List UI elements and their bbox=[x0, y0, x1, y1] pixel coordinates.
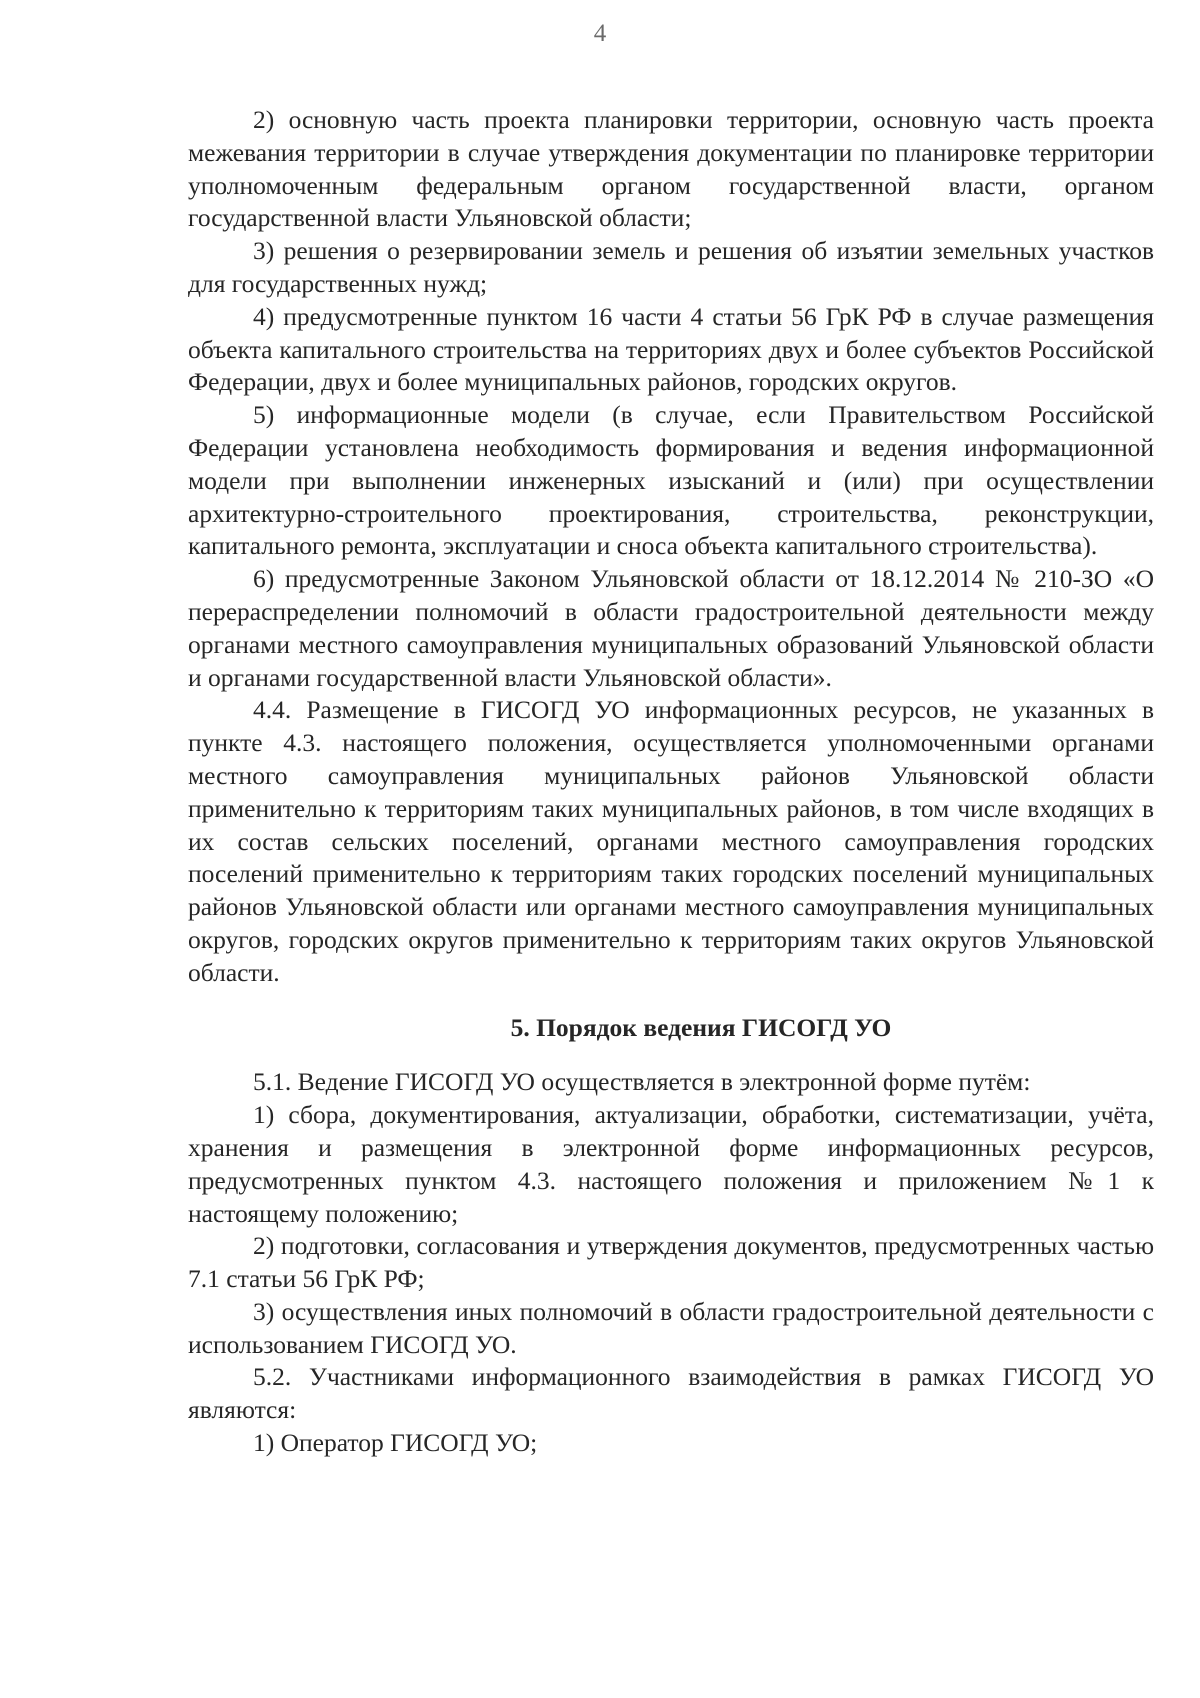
paragraph-5-1: 5.1. Ведение ГИСОГД УО осуществляется в электронной форме путём: bbox=[253, 1067, 1031, 1097]
paragraph-item-6: 6) предусмотренные Законом Ульяновской области от 18.12.2014 № 210-ЗО «О перераспределении полномочий в области градостроительной деятельности между органами местного самоуправления муниципальных образований Ульяновской области и органами государственной власти Ульяновской области». bbox=[188, 564, 1154, 692]
page-number: 4 bbox=[593, 20, 607, 47]
paragraph-item-4: 4) предусмотренные пунктом 16 части 4 статьи 56 ГрК РФ в случае размещения объекта капитального строительства на территориях двух и более субъектов Российской Федерации, двух и более муниципальных районов, городских округов. bbox=[188, 301, 1154, 397]
paragraph-item-5: 5) информационные модели (в случае, если Правительством Российской Федерации установлена необходимость формирования и ведения информационной модели при выполнении инженерных изысканий и (или) при осуществлении архитектурно-строительного проектирования, строительства, реконструкции, капитального ремонта, эксплуатации и сноса объекта капитального строительства). bbox=[188, 400, 1154, 561]
document-body bbox=[188, 104, 1154, 1460]
section-heading: 5. Порядок ведения ГИСОГД УО bbox=[510, 1012, 892, 1042]
paragraph-5-1-item-3: 3) осуществления иных полномочий в области градостроительной деятельности с использованием ГИСОГД УО. bbox=[188, 1296, 1154, 1359]
paragraph-5-1-item-2: 2) подготовки, согласования и утверждения документов, предусмотренных частью 7.1 статьи 56 ГрК РФ; bbox=[188, 1231, 1154, 1294]
paragraph-5-2: 5.2. Участниками информационного взаимодействия в рамках ГИСОГД УО являются: bbox=[188, 1362, 1154, 1425]
paragraph-4-4: 4.4. Размещение в ГИСОГД УО информационных ресурсов, не указанных в пункте 4.3. настоящего положения, осуществляется уполномоченными органами местного самоуправления муниципальных районов Ульяновской области применительно к территориям таких муниципальных районов, в том числе входящих в их состав сельских поселений, органами местного самоуправления городских поселений применительно к территориям таких городских поселений муниципальных районов Ульяновской области или органами местного самоуправления муниципальных округов, городских округов применительно к территориям таких округов Ульяновской области. bbox=[188, 695, 1154, 987]
paragraph-5-1-item-1: 1) сбора, документирования, актуализации, обработки, систематизации, учёта, хранения и размещения в электронной форме информационных ресурсов, предусмотренных пунктом 4.3. настоящего положения и приложением №1 к настоящему положению; bbox=[188, 1100, 1154, 1228]
paragraph-5-2-item-1: 1) Оператор ГИСОГД УО; bbox=[253, 1428, 538, 1458]
paragraph-item-2: 2) основную часть проекта планировки территории, основную часть проекта межевания территории в случае утверждения документации по планировке территории уполномоченным федеральным органом государственной власти, органом государственной власти Ульяновской области; bbox=[188, 105, 1154, 233]
paragraph-item-3: 3) решения о резервировании земель и решения об изъятии земельных участков для государственных нужд; bbox=[188, 236, 1154, 298]
